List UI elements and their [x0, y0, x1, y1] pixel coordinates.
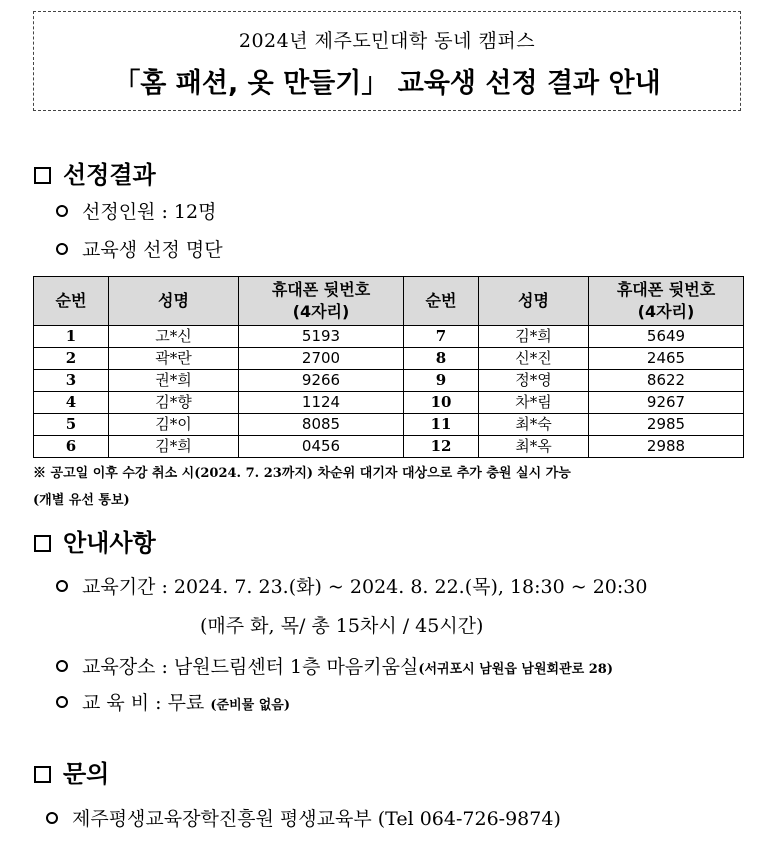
- table-header-row: [34, 277, 744, 326]
- name-cell: 김*희: [109, 436, 239, 458]
- row-number-cell: 3: [34, 370, 109, 392]
- name-cell: 권*희: [109, 370, 239, 392]
- title-line-1: 2024년 제주도민대학 동네 캠퍼스: [238, 30, 536, 52]
- circle-bullet-icon: [56, 696, 68, 708]
- bullet-place: [56, 652, 613, 679]
- place-address: (서귀포시 남원읍 남원회관로 28): [418, 662, 613, 677]
- table-row: [34, 370, 744, 392]
- bullet-fee: [56, 688, 290, 715]
- name-cell: 최*옥: [479, 436, 589, 458]
- note-line-2: (개별 유선 통보): [33, 493, 130, 508]
- title-box: [33, 11, 741, 111]
- circle-bullet-icon: [56, 243, 68, 255]
- circle-bullet-icon: [46, 812, 58, 824]
- checkbox-square-icon: [34, 167, 51, 184]
- name-cell: 정*영: [479, 370, 589, 392]
- phone-cell: 1124: [239, 392, 404, 414]
- checkbox-square-icon: [34, 535, 51, 552]
- name-cell: 김*향: [109, 392, 239, 414]
- table-row: [34, 414, 744, 436]
- header-phone-line1: 휴대폰 뒷번호: [616, 280, 716, 299]
- header-phone-line2: (4자리): [292, 302, 350, 321]
- phone-cell: 8085: [239, 414, 404, 436]
- place-text: 교육장소 : 남원드림센터 1층 마음키움실: [82, 656, 419, 678]
- table-row: [34, 326, 744, 348]
- circle-bullet-icon: [56, 205, 68, 217]
- section-title-contact: 문의: [63, 760, 110, 788]
- header-phone: [589, 277, 744, 326]
- row-number-cell: 5: [34, 414, 109, 436]
- section-heading-guide: [34, 523, 156, 558]
- fee-note: (준비물 없음): [210, 698, 291, 713]
- row-number-cell: 6: [34, 436, 109, 458]
- section-title-results: 선정결과: [63, 161, 156, 189]
- bullet-roster-label: [56, 235, 223, 262]
- table-row: [34, 392, 744, 414]
- bullet-selection-count: [56, 197, 216, 224]
- phone-cell: 8622: [589, 370, 744, 392]
- phone-cell: 2465: [589, 348, 744, 370]
- table-row: [34, 436, 744, 458]
- name-cell: 최*숙: [479, 414, 589, 436]
- phone-cell: 5193: [239, 326, 404, 348]
- name-cell: 김*이: [109, 414, 239, 436]
- roster-label-text: 교육생 선정 명단: [82, 239, 223, 261]
- row-number-cell: 7: [404, 326, 479, 348]
- row-number-cell: 1: [34, 326, 109, 348]
- row-number-cell: 9: [404, 370, 479, 392]
- fee-text: 교 육 비 : 무료: [82, 692, 205, 714]
- roster-table: [33, 276, 744, 458]
- section-heading-contact: [34, 754, 109, 789]
- phone-cell: 5649: [589, 326, 744, 348]
- name-cell: 곽*란: [109, 348, 239, 370]
- header-no: 순번: [34, 277, 109, 326]
- row-number-cell: 2: [34, 348, 109, 370]
- phone-cell: 2700: [239, 348, 404, 370]
- phone-cell: 0456: [239, 436, 404, 458]
- header-no: 순번: [404, 277, 479, 326]
- header-phone-line1: 휴대폰 뒷번호: [271, 280, 371, 299]
- row-number-cell: 8: [404, 348, 479, 370]
- title-line-2: 「홈 패션, 옷 만들기」 교육생 선정 결과 안내: [113, 68, 661, 99]
- name-cell: 김*희: [479, 326, 589, 348]
- bullet-period: [56, 572, 647, 599]
- name-cell: 신*진: [479, 348, 589, 370]
- name-cell: 차*림: [479, 392, 589, 414]
- phone-cell: 9266: [239, 370, 404, 392]
- selection-count-text: 선정인원 : 12명: [82, 201, 217, 223]
- period-text: 교육기간 : 2024. 7. 23.(화) ~ 2024. 8. 22.(목), 18:30 ~ 20:30: [82, 576, 648, 598]
- section-title-guide: 안내사항: [63, 529, 156, 557]
- name-cell: 고*신: [109, 326, 239, 348]
- header-phone: [239, 277, 404, 326]
- row-number-cell: 4: [34, 392, 109, 414]
- row-number-cell: 11: [404, 414, 479, 436]
- table-row: [34, 348, 744, 370]
- circle-bullet-icon: [56, 580, 68, 592]
- checkbox-square-icon: [34, 766, 51, 783]
- header-name: 성명: [479, 277, 589, 326]
- period-sub-text: (매주 화, 목/ 총 15차시 / 45시간): [200, 615, 484, 637]
- row-number-cell: 10: [404, 392, 479, 414]
- phone-cell: 2988: [589, 436, 744, 458]
- header-phone-line2: (4자리): [637, 302, 695, 321]
- section-heading-results: [34, 155, 156, 190]
- phone-cell: 9267: [589, 392, 744, 414]
- phone-cell: 2985: [589, 414, 744, 436]
- note-line-1: ※ 공고일 이후 수강 취소 시(2024. 7. 23까지) 차순위 대기자 대상으로 추가 충원 실시 가능: [33, 466, 571, 481]
- bullet-contact: [46, 804, 561, 831]
- header-name: 성명: [109, 277, 239, 326]
- row-number-cell: 12: [404, 436, 479, 458]
- circle-bullet-icon: [56, 660, 68, 672]
- contact-text: 제주평생교육장학진흥원 평생교육부 (Tel 064-726-9874): [72, 808, 561, 830]
